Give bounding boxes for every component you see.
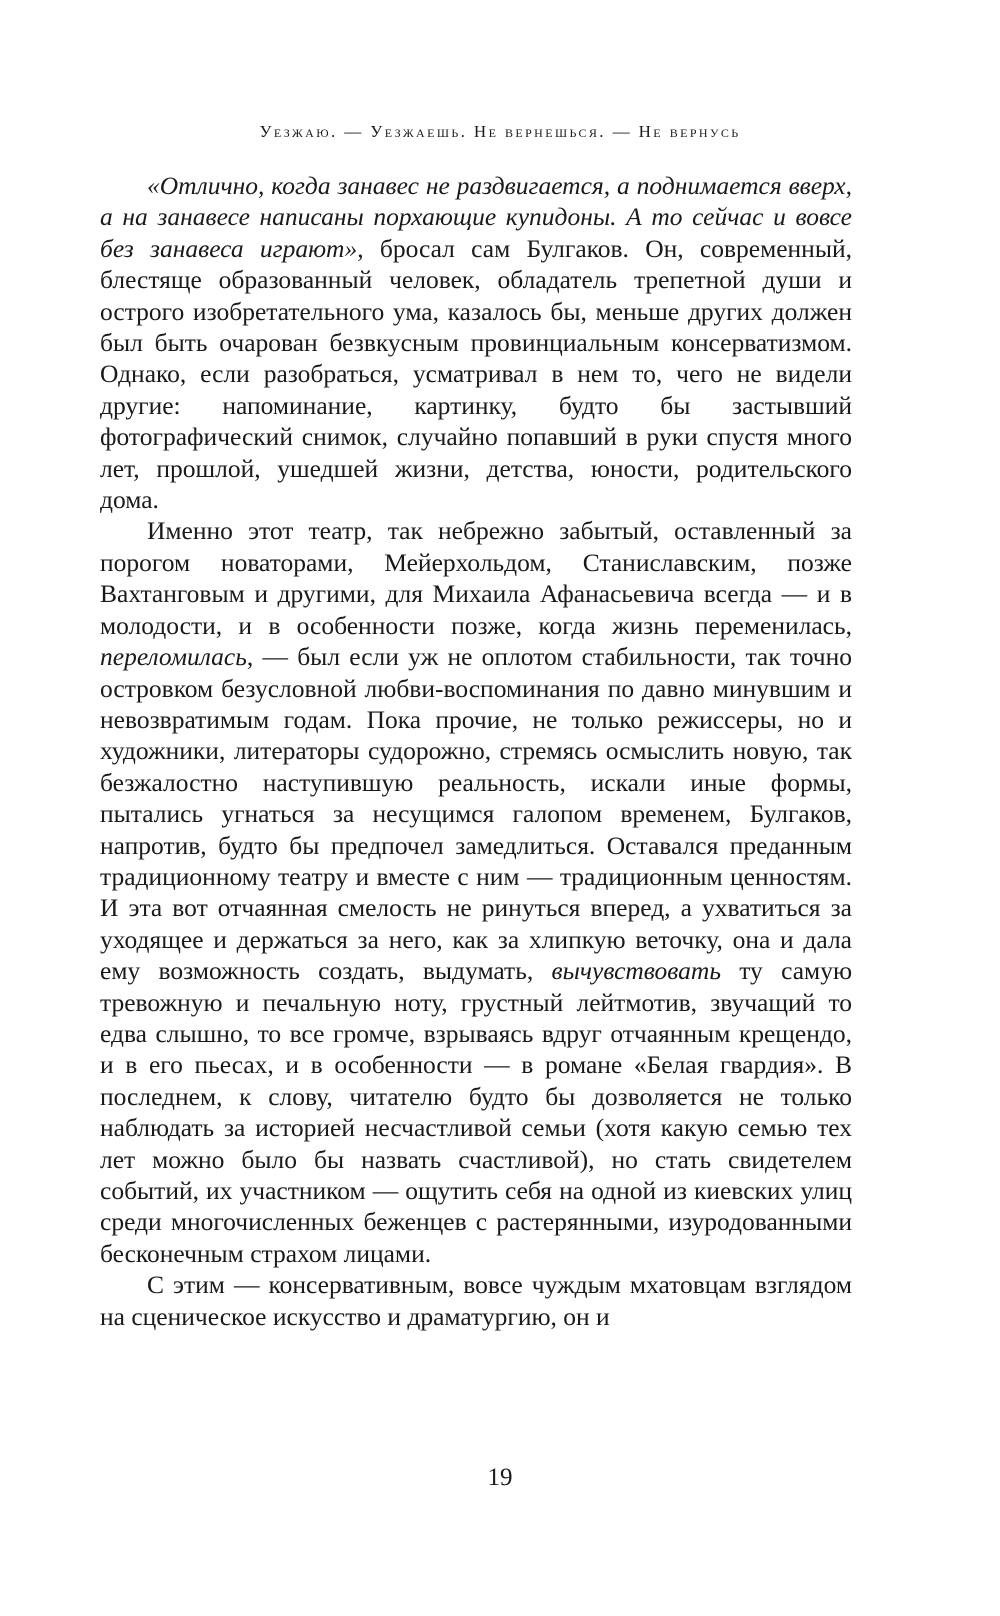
body-text bbox=[100, 170, 852, 1332]
paragraph-2-text-3: ту самую тревожную и печальную ноту, грустный лейтмотив, звучащий то едва слышно, то все громче, взрываясь вдруг отчаянным крещендо, и в его пьесах, и в особенности — в романе «Белая гвардия». В последнем, к слову, читателю будто бы дозволяется не только наблюдать за историей несчастливой семьи (хотя какую семью тех лет можно было бы назвать счастливой), но стать свидетелем событий, их участником — ощутить себя на одной из киевских улиц среди многочисленных беженцев с растерянными, изуродованными бесконечным страхом лицами. bbox=[100, 956, 852, 1268]
italic-word-perelomilas: переломилась bbox=[100, 642, 247, 672]
italic-quote: «Отлично, когда занавес не раздвигается, а поднимается вверх, а на занавесе написаны порхающие купидоны. А то сейчас и вовсе без занавеса играют» bbox=[100, 171, 852, 263]
paragraph-1-text: , бросал сам Булгаков. Он, современный, блестяще образованный человек, обладатель трепетной души и острого изобретательного ума, казалось бы, меньше других должен был быть очарован безвкусным провинциальным консерватизмом. Однако, если разобраться, усматривал в нем то, чего не видели другие: напоминание, картинку, будто бы застывший фотографический снимок, случайно попавший в руки спустя много лет, прошлой, ушедшей жизни, детства, юности, родительского дома. bbox=[100, 233, 852, 515]
paragraph-1 bbox=[100, 170, 852, 515]
italic-word-vychuvstvovat: вычувствовать bbox=[551, 956, 721, 986]
paragraph-2 bbox=[100, 515, 852, 1269]
paragraph-2-text-2: , — был если уж не оплотом стабильности, так точно островком безусловной любви-воспоминания по давно минувшим и невозвратимым годам. Пока прочие, не только режиссеры, но и художники, литераторы судорожно, стремясь осмыслить новую, так безжалостно наступившую реальность, искали иные формы, пытались угнаться за несущимся галопом временем, Булгаков, напротив, будто бы предпочел замедлиться. Оставался преданным традиционному театру и вместе с ним — традиционным ценностям. И эта вот отчаянная смелость не ринуться вперед, а ухватиться за уходящее и держаться за него, как за хлипкую веточку, она и дала ему возможность создать, выдумать, bbox=[100, 642, 852, 986]
paragraph-2-text-1: Именно этот театр, так небрежно забытый, оставленный за порогом новаторами, Мейерхольдом, Станиславским, позже Вахтанговым и другими, для Михаила Афанасьевича всегда — и в молодости, и в особенности позже, когда жизнь переменилась, bbox=[100, 516, 852, 640]
paragraph-3-text: С этим — консервативным, вовсе чуждым мхатовцам взглядом на сценическое искусство и драматургию, он и bbox=[100, 1270, 852, 1331]
page-number: 19 bbox=[487, 1464, 513, 1491]
paragraph-3 bbox=[100, 1269, 852, 1332]
running-title: Уезжаю. — Уезжаешь. Не вернешься. — Не вернусь bbox=[259, 122, 741, 141]
